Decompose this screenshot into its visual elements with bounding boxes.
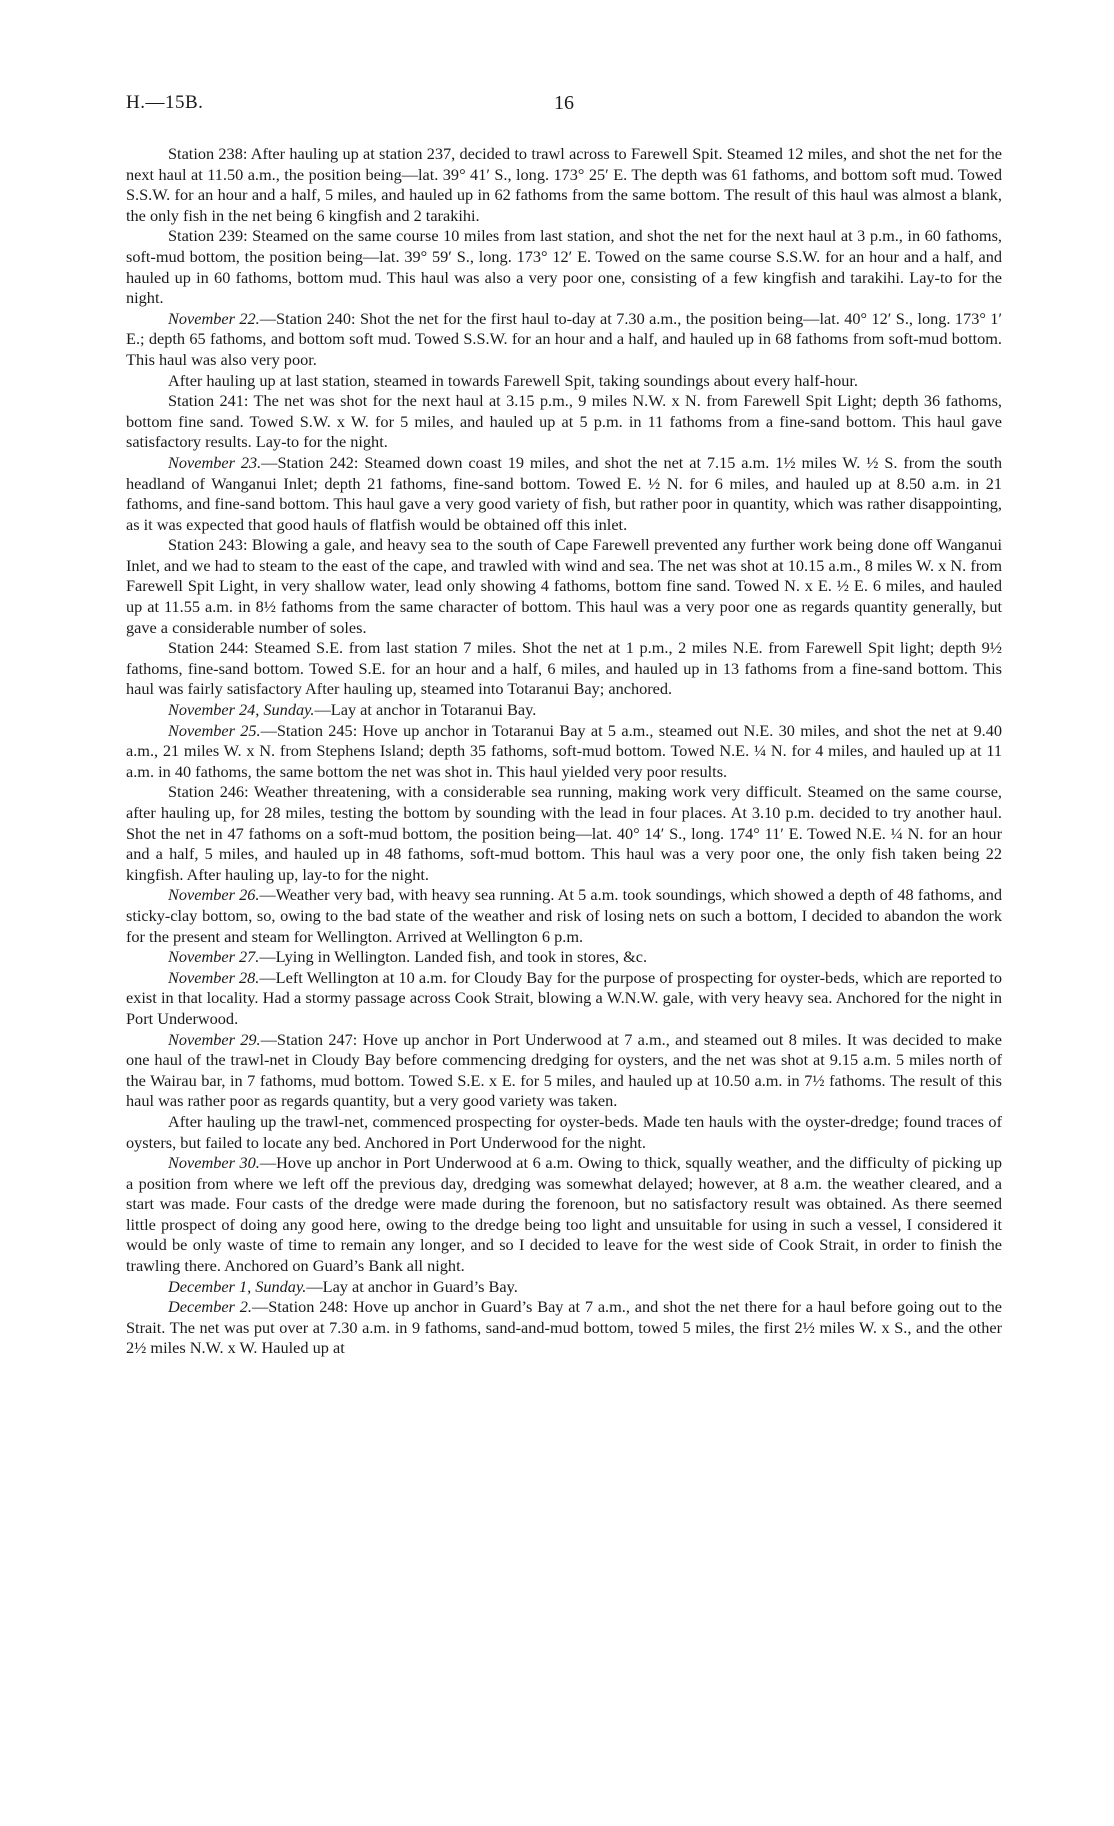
paragraph: [126, 391, 1002, 453]
date-label: November 28.: [168, 967, 260, 987]
paragraph: [126, 1277, 1002, 1298]
date-label: December 1, Sunday.: [168, 1276, 307, 1296]
paragraph-text: Station 241: The net was shot for the next haul at 3.15 p.m., 9 miles N.W. x N. from Farewell Spit Light; depth 36 fathoms, bottom fine sand. Towed S.W. x W. for 5 miles, and hauled up at 5 p.m. in 11 fathoms from a fine-sand bottom. This haul gave satisfactory results. Lay-to for the night.: [126, 391, 1002, 452]
paragraph-text: —Station 248: Hove up anchor in Guard’s Bay at 7 a.m., and shot the net there for a haul before going out to the Strait. The net was put over at 7.30 a.m. in 9 fathoms, sand-and-mud bottom, towed 5 miles, the first 2½ miles W. x S., and the other 2½ miles N.W. x W. Hauled up at: [126, 1297, 1002, 1358]
paragraph-text: Station 239: Steamed on the same course 10 miles from last station, and shot the net for the next haul at 3 p.m., in 60 fathoms, soft-mud bottom, the position being—lat. 39° 59′ S., long. 173° 12′ E. Towed on the same course S.S.W. for an hour and a half, and hauled up in 60 fathoms, bottom mud. This haul was also a very poor one, consisting of a few kingfish and tarakihi. Lay-to for the night.: [126, 226, 1002, 308]
paragraph-text: —Station 242: Steamed down coast 19 miles, and shot the net at 7.15 a.m. 1½ miles W. ½ S. from the south headland of Wanganui Inlet; depth 21 fathoms, fine-sand bottom. Towed E. ½ N. for 6 miles, and hauled up at 8.50 a.m. in 21 fathoms, and fine-sand bottom. This haul gave a very good variety of fish, but rather poor in quantity, which was rather disappointing, as it was expected that good hauls of flatfish would be obtained off this inlet.: [126, 452, 1002, 534]
paragraph-text: —Station 247: Hove up anchor in Port Underwood at 7 a.m., and steamed out 8 miles. It was decided to make one haul of the trawl-net in Cloudy Bay before commencing dredging for oysters, and the net was shot at 9.15 a.m. 5 miles north of the Wairau bar, in 7 fathoms, mud bottom. Towed S.E. x E. for 5 miles, and hauled up at 10.50 a.m. in 7½ fathoms. The result of this haul was rather poor as regards quantity, but a very good variety was taken.: [126, 1029, 1002, 1111]
paragraph-text: —Hove up anchor in Port Underwood at 6 a.m. Owing to thick, squally weather, and the difficulty of picking up a position from where we left off the previous day, dredging was somewhat delayed; however, at 8 a.m. the weather cleared, and a start was made. Four casts of the dredge were made during the forenoon, but no satisfactory result was obtained. As there seemed little prospect of doing any good here, owing to the dredge being too light and unsuitable for using in such a vessel, I considered it would be only waste of time to remain any longer, and so I decided to leave for the west side of Cook Strait, in order to finish the trawling there. Anchored on Guard’s Bank all night.: [126, 1153, 1002, 1276]
paragraph: [126, 782, 1002, 885]
paragraph-text: —Station 245: Hove up anchor in Totaranui Bay at 5 a.m., steamed out N.E. 30 miles, and shot the net at 9.40 a.m., 21 miles W. x N. from Stephens Island; depth 35 fathoms, soft-mud bottom. Towed N.E. ¼ N. for 4 miles, and hauled up at 11 a.m. in 40 fathoms, the same bottom the net was shot in. This haul yielded very poor results.: [126, 720, 1002, 781]
paragraph-text: —Left Wellington at 10 a.m. for Cloudy Bay for the purpose of prospecting for oyster-beds, which are reported to exist in that locality. Had a stormy passage across Cook Strait, blowing a W.N.W. gale, with very heavy sea. Anchored for the night in Port Underwood.: [126, 967, 1002, 1028]
date-label: November 22.: [168, 308, 260, 328]
paragraph: [126, 947, 1002, 968]
paragraph: [126, 638, 1002, 700]
paragraph: [126, 885, 1002, 947]
paragraph: [126, 453, 1002, 535]
paragraph: [126, 1112, 1002, 1153]
paragraph-text: Station 243: Blowing a gale, and heavy sea to the south of Cape Farewell prevented any further work being done off Wanganui Inlet, and we had to steam to the east of the cape, and trawled with wind and sea. The net was shot at 10.15 a.m., 8 miles W. x N. from Farewell Spit Light, in very shallow water, lead only showing 4 fathoms, bottom fine sand. Towed N. x E. ½ E. 6 miles, and hauled up at 11.55 a.m. in 8½ fathoms from the same character of bottom. This haul was a very poor one as regards quantity generally, but gave a considerable number of soles.: [126, 535, 1002, 637]
date-label: November 29.: [168, 1029, 261, 1049]
paragraph-text: —Lying in Wellington. Landed fish, and took in stores, &c.: [259, 947, 648, 967]
paragraph: [126, 535, 1002, 638]
paragraph: [126, 968, 1002, 1030]
page-header: [126, 92, 1002, 120]
paragraph: [126, 700, 1002, 721]
date-label: November 26.: [168, 885, 260, 905]
paragraph-text: After hauling up the trawl-net, commenced prospecting for oyster-beds. Made ten hauls with the oyster-dredge; found traces of oysters, but failed to locate any bed. Anchored in Port Underwood for the night.: [126, 1111, 1002, 1152]
date-label: November 25.: [168, 720, 261, 740]
paragraph: [126, 144, 1002, 226]
paragraph-text: Station 244: Steamed S.E. from last station 7 miles. Shot the net at 1 p.m., 2 miles N.E. from Farewell Spit light; depth 9½ fathoms, fine-sand bottom. Towed S.E. for an hour and a half, 6 miles, and hauled up in 13 fathoms from a fine-sand bottom. This haul was fairly satisfactory After hauling up, steamed into Totaranui Bay; anchored.: [126, 638, 1002, 699]
date-label: November 24, Sunday.: [168, 700, 315, 720]
document-code: H.—15B.: [126, 92, 204, 113]
date-label: November 23.: [168, 452, 262, 472]
paragraph-text: —Lay at anchor in Totaranui Bay.: [314, 700, 537, 720]
paragraph-text: —Station 240: Shot the net for the first haul to-day at 7.30 a.m., the position being—lat. 40° 12′ S., long. 173° 1′ E.; depth 65 fathoms, and bottom soft mud. Towed S.S.W. for an hour and a half, and hauled up in 68 fathoms from soft-mud bottom. This haul was also very poor.: [126, 308, 1003, 369]
date-label: November 27.: [168, 947, 260, 967]
paragraph-text: Station 238: After hauling up at station 237, decided to trawl across to Farewell Spit. Steamed 12 miles, and shot the net for the next haul at 11.50 a.m., the position being—lat. 39° 41′ S., long. 173° 25′ E. The depth was 61 fathoms, and bottom soft mud. Towed S.S.W. for an hour and a half, 5 miles, and hauled up in 62 fathoms from the same bottom. The result of this haul was almost a blank, the only fish in the net being 6 kingfish and 2 tarakihi.: [126, 144, 1002, 225]
paragraph-text: Station 246: Weather threatening, with a considerable sea running, making work very difficult. Steamed on the same course, after hauling up, for 28 miles, testing the bottom by sounding with the lead in four places. At 3.10 p.m. decided to try another haul. Shot the net in 47 fathoms on a soft-mud bottom, the position being—lat. 40° 14′ S., long. 174° 11′ E. Towed N.E. ¼ N. for an hour and a half, 5 miles, and hauled up in 48 fathoms, soft-mud bottom. This haul was a very poor one, the only fish taken being 22 kingfish. After hauling up, lay-to for the night.: [126, 782, 1002, 884]
date-label: November 30.: [168, 1153, 260, 1173]
paragraph: [126, 1030, 1002, 1112]
body-text: [126, 144, 1002, 1359]
paragraph-text: After hauling up at last station, steamed in towards Farewell Spit, taking soundings about every half-hour.: [168, 370, 859, 390]
paragraph: [126, 1153, 1002, 1277]
paragraph: [126, 1297, 1002, 1359]
paragraph: [126, 371, 1002, 392]
page-number: 16: [554, 92, 574, 114]
date-label: December 2.: [168, 1297, 252, 1317]
paragraph: [126, 721, 1002, 783]
paragraph: [126, 226, 1002, 308]
paragraph-text: —Lay at anchor in Guard’s Bay.: [306, 1276, 518, 1296]
paragraph-text: —Weather very bad, with heavy sea running. At 5 a.m. took soundings, which showed a depth of 48 fathoms, and sticky-clay bottom, so, owing to the bad state of the weather and risk of losing nets on such a bottom, I decided to abandon the work for the present and steam for Wellington. Arrived at Wellington 6 p.m.: [126, 885, 1002, 946]
paragraph: [126, 309, 1002, 371]
